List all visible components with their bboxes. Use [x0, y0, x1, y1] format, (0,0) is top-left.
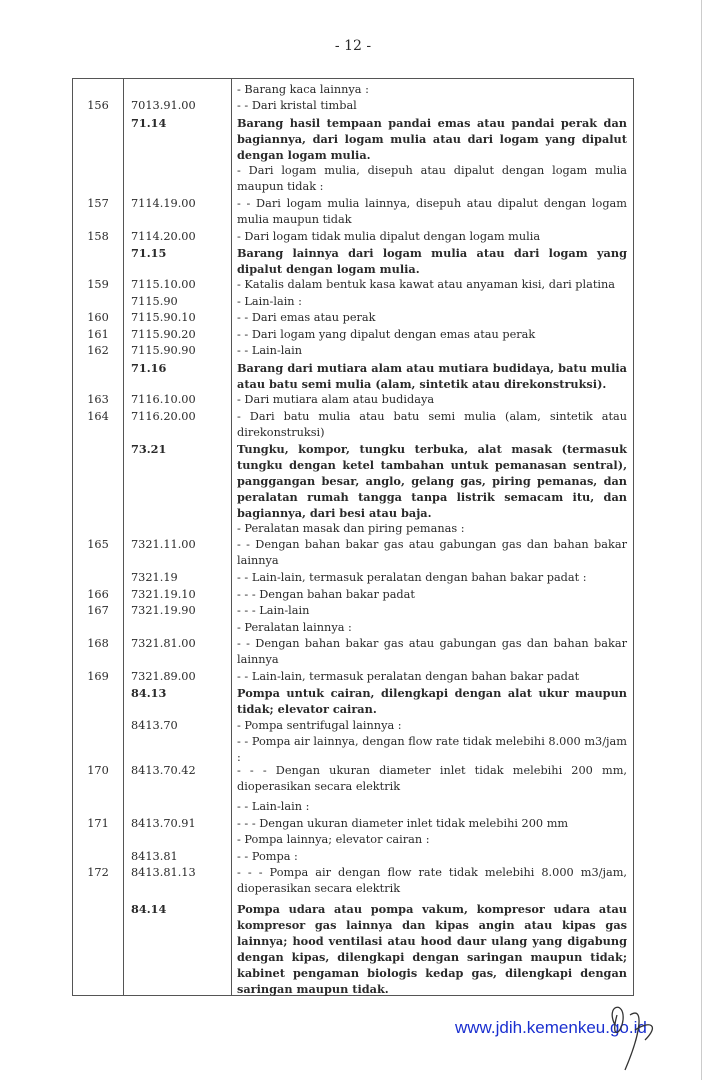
description: Barang dari mutiara alam atau mutiara budidaya, batu mulia atau batu semi mulia (alam, sintetik atau direkonstruksi).	[237, 361, 627, 391]
hs-code: 8413.70	[131, 719, 178, 732]
row-number: 165	[87, 538, 109, 551]
description: - Pompa sentrifugal lainnya :	[237, 719, 402, 732]
description: - Dari logam mulia, disepuh atau dipalut dengan logam mulia maupun tidak :	[237, 164, 627, 193]
hs-code: 8413.70.91	[131, 817, 196, 830]
watermark[interactable]: www.jdih.kemenkeu.go.id	[455, 1018, 647, 1037]
tariff-table	[72, 78, 634, 996]
hs-code: 7321.19.90	[131, 604, 196, 617]
description: - - Dengan bahan bakar gas atau gabungan gas dan bahan bakar lainnya	[237, 538, 627, 567]
description: - - - Dengan ukuran diameter inlet tidak melebihi 200 mm	[237, 817, 569, 830]
row-number: 170	[87, 764, 109, 777]
description: - - - Pompa air dengan flow rate tidak melebihi 8.000 m3/jam, dioperasikan secara elektrik	[237, 866, 627, 895]
page-edge	[701, 0, 702, 1080]
description: - Katalis dalam bentuk kasa kawat atau anyaman kisi, dari platina	[237, 278, 616, 291]
row-number: 166	[87, 588, 109, 601]
description: - - Pompa :	[237, 850, 298, 863]
hs-code: 71.15	[131, 246, 167, 260]
hs-code: 7115.90.20	[131, 328, 196, 341]
row-number: 156	[87, 99, 109, 112]
hs-code: 7114.19.00	[131, 197, 196, 210]
hs-code: 7115.10.00	[131, 278, 196, 291]
row-number: 162	[87, 344, 109, 357]
description: - Dari logam tidak mulia dipalut dengan logam mulia	[237, 230, 541, 243]
description: Barang hasil tempaan pandai emas atau pandai perak dan bagiannya, dari logam mulia atau dari logam yang dipalut dengan logam mulia.	[237, 116, 627, 162]
hs-code: 7115.90.90	[131, 344, 196, 357]
row-number: 160	[87, 311, 109, 324]
description: - Pompa lainnya; elevator cairan :	[237, 833, 430, 846]
description: - Peralatan masak dan piring pemanas :	[237, 522, 465, 535]
row-number: 167	[87, 604, 109, 617]
hs-code: 7013.91.00	[131, 99, 196, 112]
description: Tungku, kompor, tungku terbuka, alat masak (termasuk tungku dengan ketel tambahan untuk pemanasan sentral), panggangan besar, anglo, gelang gas, piring pemanas, dan peralatan rumah tangga tanpa listrik semacam itu, dan bagiannya, dari besi atau baja.	[237, 442, 627, 520]
description: - - Lain-lain	[237, 344, 302, 357]
description: - - Lain-lain, termasuk peralatan dengan bahan bakar padat :	[237, 571, 587, 584]
hs-code: 7321.81.00	[131, 637, 196, 650]
row-number: 158	[87, 230, 109, 243]
description: Barang lainnya dari logam mulia atau dari logam yang dipalut dengan logam mulia.	[237, 246, 627, 276]
hs-code: 7114.20.00	[131, 230, 196, 243]
hs-code: 71.16	[131, 361, 167, 375]
description: - - - Dengan ukuran diameter inlet tidak melebihi 200 mm, dioperasikan secara elektrik	[237, 764, 627, 793]
row-number: 171	[87, 817, 109, 830]
row-number: 161	[87, 328, 109, 341]
description: - - Dari kristal timbal	[237, 99, 357, 112]
hs-code: 84.13	[131, 686, 167, 700]
description: - - - Dengan bahan bakar padat	[237, 588, 415, 601]
hs-code: 84.14	[131, 902, 167, 916]
hs-code: 8413.81	[131, 850, 178, 863]
description: - - Lain-lain :	[237, 800, 310, 813]
description: - Peralatan lainnya :	[237, 621, 352, 634]
signature-icon	[585, 995, 675, 1075]
description: - - Dengan bahan bakar gas atau gabungan gas dan bahan bakar lainnya	[237, 637, 627, 666]
description: Pompa udara atau pompa vakum, kompresor udara atau kompresor gas lainnya dan kipas angin atau kipas gas lainnya; hood ventilasi atau hood daur ulang yang digabung dengan kipas, dilengkapi dengan saringan maupun tidak; kabinet pengaman biologis kedap gas, dilengkapi dengan saringan maupun tidak.	[237, 902, 627, 996]
hs-code: 73.21	[131, 442, 167, 456]
description: - - Lain-lain, termasuk peralatan dengan bahan bakar padat	[237, 670, 580, 683]
row-number: 169	[87, 670, 109, 683]
hs-code: 7115.90.10	[131, 311, 196, 324]
row-number: 157	[87, 197, 109, 210]
row-number: 172	[87, 866, 109, 879]
description: - - - Lain-lain	[237, 604, 310, 617]
description: - Dari batu mulia atau batu semi mulia (alam, sintetik atau direkonstruksi)	[237, 410, 627, 439]
column-divider	[123, 79, 124, 995]
hs-code: 8413.70.42	[131, 764, 196, 777]
hs-code: 7116.10.00	[131, 393, 196, 406]
hs-code: 7321.19.10	[131, 588, 196, 601]
hs-code: 7321.89.00	[131, 670, 196, 683]
description: - Barang kaca lainnya :	[237, 83, 369, 96]
row-number: 164	[87, 410, 109, 423]
hs-code: 7115.90	[131, 295, 178, 308]
description: Pompa untuk cairan, dilengkapi dengan alat ukur maupun tidak; elevator cairan.	[237, 686, 627, 716]
description: - - Dari logam yang dipalut dengan emas atau perak	[237, 328, 536, 341]
hs-code: 71.14	[131, 116, 167, 130]
description: - Lain-lain :	[237, 295, 302, 308]
column-divider	[231, 79, 232, 995]
page-number: - 12 -	[334, 38, 372, 54]
description: - - Dari emas atau perak	[237, 311, 376, 324]
row-number: 159	[87, 278, 109, 291]
hs-code: 8413.81.13	[131, 866, 196, 879]
hs-code: 7321.11.00	[131, 538, 196, 551]
hs-code: 7321.19	[131, 571, 178, 584]
description: - - Dari logam mulia lainnya, disepuh atau dipalut dengan logam mulia maupun tidak	[237, 197, 627, 226]
description: - - Pompa air lainnya, dengan flow rate tidak melebihi 8.000 m3/jam :	[237, 735, 627, 764]
row-number: 168	[87, 637, 109, 650]
row-number: 163	[87, 393, 109, 406]
hs-code: 7116.20.00	[131, 410, 196, 423]
description: - Dari mutiara alam atau budidaya	[237, 393, 435, 406]
